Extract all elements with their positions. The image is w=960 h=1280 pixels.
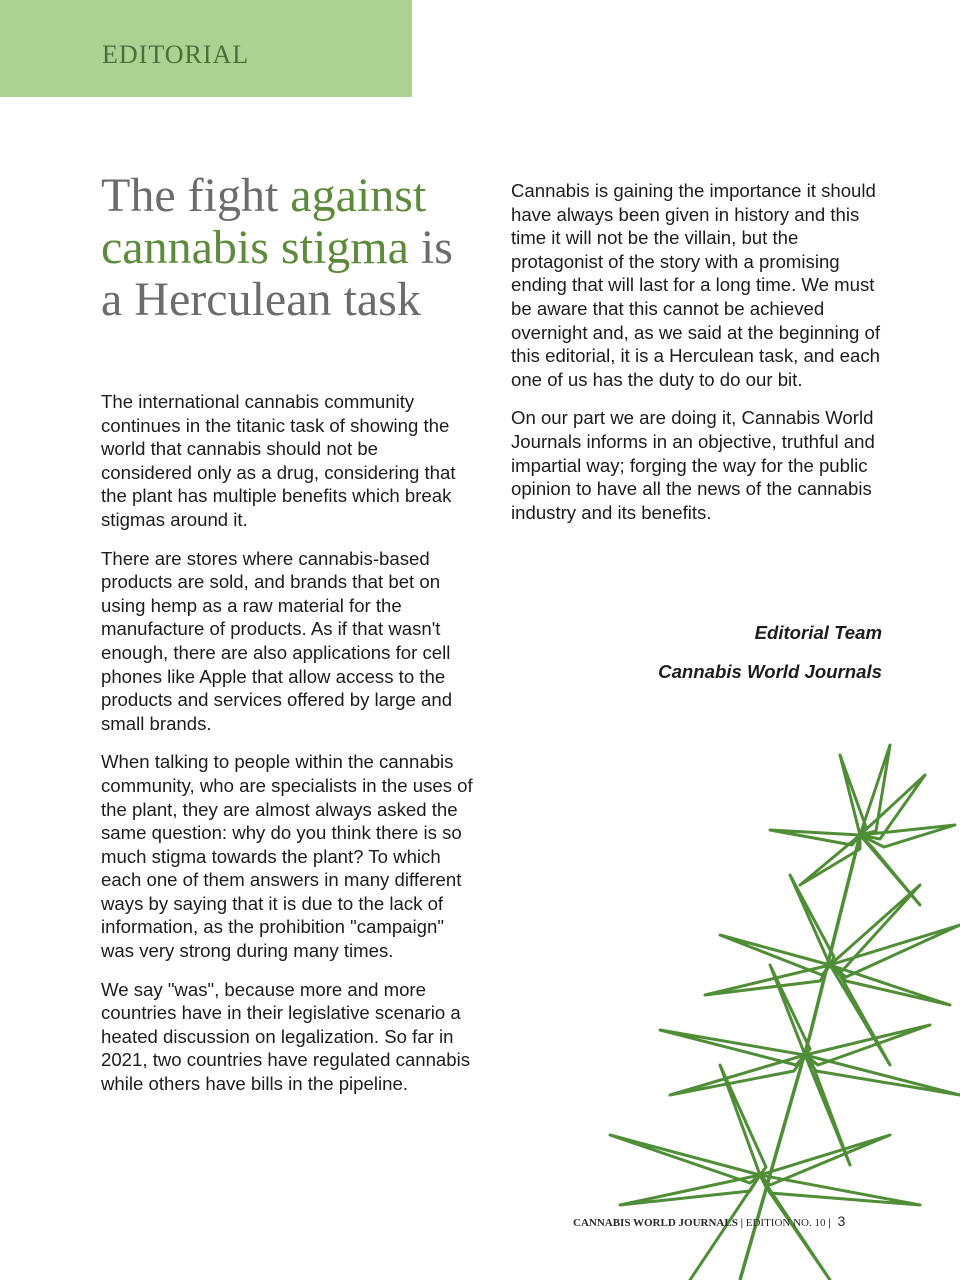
section-tab (0, 0, 412, 97)
page-number: 3 (837, 1213, 846, 1229)
right-column (511, 179, 883, 539)
paragraph: We say "was", because more and more countries have in their legislative scenario a heated discussion on legalization. So far in 2021, two countries have regulated cannabis while others have bills in the pipeline. (101, 978, 471, 1095)
title-part-2: is a Herculean task (101, 221, 453, 326)
signature-publication: Cannabis World Journals (658, 661, 882, 682)
signature-team: Editorial Team (754, 622, 882, 643)
paragraph: There are stores where cannabis-based products are sold, and brands that bet on using hemp as a raw material for the manufacture of products. As if that wasn't enough, there are also applications for cell phones like Apple that allow access to the products and services offered by large and small brands. (101, 547, 453, 734)
footer-edition: EDITION NO. 10 (745, 1217, 826, 1229)
page-title (101, 170, 481, 326)
section-label: EDITORIAL (102, 40, 250, 69)
footer-separator: | (737, 1217, 746, 1229)
footer-publication: CANNABIS WORLD JOURNALS (573, 1217, 738, 1229)
paragraph: On our part we are doing it, Cannabis World Journals informs in an objective, truthful and impartial way; forging the way for the public opinion to have all the news of the cannabis industry and its benefits. (511, 407, 875, 523)
paragraph: Cannabis is gaining the importance it should have always been given in history and this time it will not be the villain, but the protagonist of the story with a promising ending that will last for a long time. We must be aware that this cannot be achieved overnight and, as we said at the beginning of this editorial, it is a Herculean task, and each one of us has the duty to do our bit. (511, 180, 881, 390)
title-accent: against cannabis stigma (101, 169, 427, 274)
page-footer (573, 1213, 845, 1229)
paragraph: The international cannabis community continues in the titanic task of showing the world that cannabis should not be considered only as a drug, considering that the plant has multiple benefits which break stigmas around it. (101, 391, 456, 530)
cannabis-plant-illustration (590, 735, 960, 1280)
leaf-cluster-middle (705, 875, 960, 1065)
title-part-1: The fight (101, 169, 291, 222)
leaf-cluster-bottom (610, 1065, 920, 1280)
paragraph: When talking to people within the cannabis community, who are specialists in the uses of the plant, they are almost always asked the same question: why do you think there is so much stigma towards the plant? To which each one of them answers in many different ways by saying that it is due to the lack of information, as the prohibition "campaign" was very strong during many times. (101, 751, 473, 962)
footer-separator-2: | (825, 1217, 834, 1229)
left-column (101, 390, 473, 1111)
